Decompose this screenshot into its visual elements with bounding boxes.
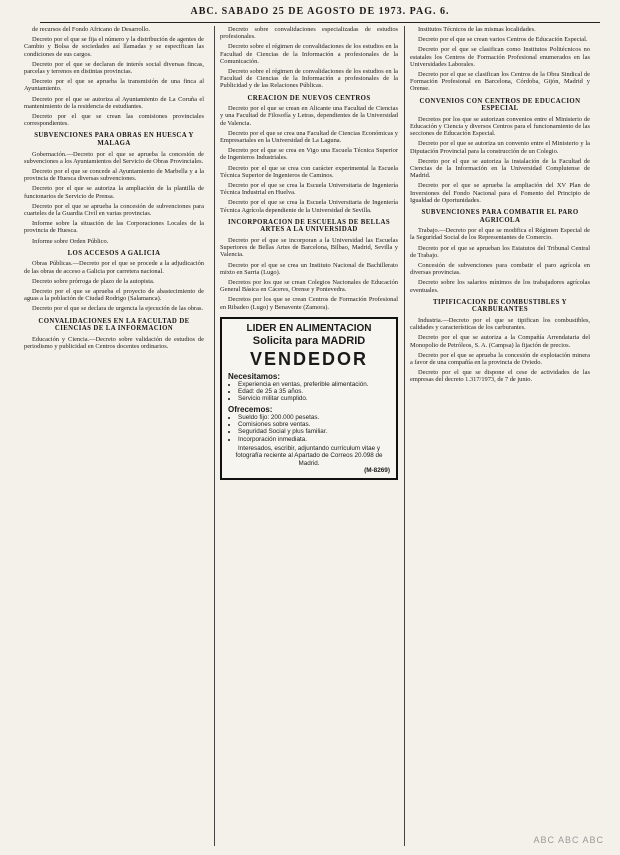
- paragraph: Decreto por el que se crean varios Centros de Educación Especial.: [418, 36, 588, 44]
- paragraph: Decreto por el que se autoriza al Ayuntamiento de La Coruña el mantenimiento de la residencia de estudiantes.: [24, 95, 204, 110]
- paragraph: Decreto por el que se aprueba la transmisión de una finca al Ayuntamiento.: [24, 78, 204, 93]
- list-item: • Servicio militar cumplido.: [238, 395, 390, 402]
- ad-reference: (M-8269): [364, 466, 390, 474]
- column-1: [24, 26, 204, 846]
- paragraph: Decreto por el que se dispone el cese de actividades de las empresas del decreto 1.317/1973, de 7 de junio.: [410, 369, 590, 384]
- paragraph: Decreto por el que se aprueba el proyecto de abastecimiento de aguas a la población de Ciudad Rodrigo (Salamanca).: [24, 288, 204, 303]
- paragraph: Decreto por el que se autoriza la ampliación de la plantilla de funcionarios de Servicio de Prensa.: [24, 185, 204, 200]
- paragraph: Concesión de subvenciones para combatir el paro agrícola en diversas provincias.: [410, 262, 590, 277]
- paragraph: Informe sobre la situación de las Corporaciones Locales de la provincia de Huesca.: [24, 220, 204, 235]
- section-heading: LOS ACCESOS A GALICIA: [67, 249, 161, 257]
- paragraph: Decreto por el que se crea la Escuela Universitaria de Ingeniería Técnica Industrial en Huelva.: [220, 182, 398, 197]
- paragraph: Decretos por los que se crean Colegios Nacionales de Educación General Básica en Cáceres, Orense y Pontevedra.: [220, 279, 398, 294]
- paragraph: Decreto por el que se crea la Escuela Universitaria de Ingeniería Técnica Agrícola dependiente de la Universidad de Sevilla.: [220, 199, 398, 214]
- ad-position-title: VENDEDOR: [249, 348, 368, 369]
- paragraph: Obras Públicas.—Decreto por el que se procede a la adjudicación de las obras de acceso a Galicia por carretera nacional.: [24, 260, 204, 275]
- paragraph: Decreto por el que se crean las comisiones provinciales correspondientes.: [24, 113, 204, 128]
- section-heading: CREACION DE NUEVOS CENTROS: [247, 94, 371, 102]
- paragraph: Informe sobre Orden Público.: [32, 237, 109, 245]
- ad-offer-list: [238, 414, 390, 443]
- paragraph: Decreto por el que se autoriza un convenio entre el Ministerio y la Diputación Provincial para la construcción de un Colegio.: [410, 140, 590, 155]
- watermark-text: ABC ABC ABC: [533, 835, 604, 845]
- paragraph: Decreto por el que se declara de urgencia la ejecución de las obras.: [32, 305, 204, 313]
- list-item: • Experiencia en ventas, preferible alimentación.: [238, 381, 390, 388]
- paragraph: Institutos Técnicos de las mismas localidades.: [418, 26, 536, 33]
- job-advertisement: [220, 317, 398, 480]
- paragraph: Decreto por el que se crean en Alicante una Facultad de Ciencias y una Facultad de Filosofía y Letras, dependientes de la Universidad de Valencia.: [220, 105, 398, 127]
- page-header: ABC. SABADO 25 DE AGOSTO DE 1973. PAG. 6.: [40, 6, 600, 23]
- ad-need-list: [238, 381, 390, 403]
- paragraph: Decreto sobre prórroga de plazo de la autopista.: [32, 277, 155, 285]
- paragraph: Decreto por el que se crea una Facultad de Ciencias Económicas y Empresariales en la Universidad de La Laguna.: [220, 129, 398, 145]
- watermark: [444, 835, 604, 849]
- section-heading: INCORPORACION DE ESCUELAS DE BELLAS ARTES A LA UNIVERSIDAD: [227, 218, 391, 234]
- list-item: • Edad: de 25 a 35 años.: [238, 388, 390, 395]
- section-heading: CONVALIDACIONES EN LA FACULTAD DE CIENCIAS DE LA INFORMACION: [38, 317, 190, 333]
- ad-company-heading: LIDER EN ALIMENTACION: [246, 322, 372, 334]
- paragraph: Decreto por el que se crea un Instituto Nacional de Bachillerato mixto en Sarria (Lugo).: [220, 261, 398, 276]
- list-item: • Sueldo fijo: 200.000 pesetas.: [238, 414, 390, 421]
- paragraph: Decreto por el que se clasifican los Centros de la Obra Sindical de Formación Profesional en Barcelona, Córdoba, Gijón, Madrid y Orense.: [410, 71, 590, 93]
- paragraph: Decreto por el que se fija el número y la distribución de agentes de Cambio y Bolsa de sociedades así llamadas y se especifican las condiciones de sus cargos.: [24, 36, 204, 58]
- column-3: [404, 26, 590, 846]
- paragraph: Gobernación.—Decreto por el que se aprueba la concesión de subvenciones a los Ayuntamientos del Servicio de Obras Provinciales.: [24, 150, 204, 165]
- list-item: • Incorporación inmediata.: [238, 436, 390, 443]
- paragraph: Decreto por el que se crea en Vigo una Escuela Técnica Superior de Ingenieros Industriales.: [220, 147, 398, 162]
- list-item: • Comisiones sobre ventas.: [238, 421, 390, 428]
- paragraph: Decreto por el que se aprueba la concesión de subvenciones para cuarteles de la Guardia Civil en varias provincias.: [24, 202, 204, 218]
- ad-offer-title: Ofrecemos:: [228, 404, 273, 414]
- section-heading: TIPIFICACION DE COMBUSTIBLES Y CARBURANTES: [433, 298, 567, 314]
- paragraph: Decreto por el que se aprueba la ampliación del XV Plan de Inversiones del Fondo Nacional para el Fomento del Principio de Igualdad de Oportunidades.: [410, 182, 590, 204]
- ad-contact: Interesados, escribir, adjuntando currículum vitae y fotografía reciente al Apartado de Correos 20.098 de Madrid.: [235, 444, 383, 467]
- column-2: [214, 26, 398, 846]
- paragraph: Decreto sobre convalidaciones especializadas de estudios profesionales.: [220, 26, 398, 41]
- paragraph: Decreto por el que se autoriza la instalación de la Facultad de Ciencias de la Información en la Universidad Complutense de Madrid.: [410, 157, 590, 180]
- paragraph: Decreto por el que se concede al Ayuntamiento de Marbella y a la provincia de Huesca diversas subvenciones.: [24, 168, 204, 183]
- list-item: • Seguridad Social y plus familiar.: [238, 428, 390, 435]
- paragraph: Decreto sobre el régimen de convalidaciones de los estudios en la Facultad de Ciencias de la Información a profesionales de la Comunicación.: [220, 43, 398, 65]
- paragraph: Decreto por el que se aprueba la concesión de explotación minera a favor de una compañía en la provincia de Oviedo.: [410, 351, 590, 367]
- paragraph: Decreto por el que se autoriza a la Compañía Arrendataria del Monopolio de Petróleos, S. A. (Campsa) la fijación de precios.: [410, 334, 590, 349]
- paragraph: Educación y Ciencia.—Decreto sobre validación de estudios de periodismo y publicidad en Centros docentes ordinarios.: [24, 335, 204, 351]
- paragraph: de recursos del Fondo Africano de Desarrollo.: [32, 26, 151, 33]
- section-heading: CONVENIOS CON CENTROS DE EDUCACION ESPECIAL: [419, 97, 581, 113]
- ad-need-title: Necesitamos:: [228, 371, 281, 381]
- ad-subheading: Solicita para MADRID: [252, 334, 366, 347]
- paragraph: Decretos por los que se crean Centros de Formación Profesional en Ribadeo (Lugo) y Benavente (Zamora).: [220, 296, 398, 311]
- paragraph: Decreto por el que se incorporan a la Universidad las Escuelas Superiores de Bellas Artes de Barcelona, Bilbao, Madrid, Sevilla y Valencia.: [220, 237, 398, 259]
- paragraph: Decreto por el que se declaran de interés social diversas fincas, parcelas y terrenos en distintas provincias.: [24, 60, 204, 76]
- paragraph: Decretos por los que se autorizan convenios entre el Ministerio de Educación y Ciencia y diversos Centros para el funcionamiento de las secciones de Educación Especial.: [410, 115, 590, 138]
- paragraph: Decreto por el que se aprueban los Estatutos del Tribunal Central de Trabajo.: [410, 244, 590, 259]
- paragraph: Decreto por el que se clasifican como Institutos Politécnicos no estatales los Centros de Formación Profesional enumerados en las Universidades Laborales.: [410, 46, 590, 68]
- section-heading: SUBVENCIONES PARA COMBATIR EL PARO AGRICOLA: [421, 209, 579, 224]
- paragraph: Decreto sobre el régimen de convalidaciones de los estudios en la Facultad de Ciencias de la Información a profesionales de la Publicidad y de las Relaciones Públicas.: [220, 68, 398, 90]
- paragraph: Industria.—Decreto por el que se tipifican los combustibles, calidades y características de los carburantes.: [410, 317, 590, 332]
- paragraph: Decreto por el que se crea con carácter experimental la Escuela Técnica Superior de Ingenieros de Caminos.: [220, 164, 398, 179]
- paragraph: Decreto sobre los salarios mínimos de los trabajadores agrícolas eventuales.: [410, 279, 590, 294]
- paragraph: Trabajo.—Decreto por el que se modifica el Régimen Especial de la Seguridad Social de los Representantes de Comercio.: [410, 227, 590, 242]
- section-heading: SUBVENCIONES PARA OBRAS EN HUESCA Y MALAGA: [34, 132, 194, 148]
